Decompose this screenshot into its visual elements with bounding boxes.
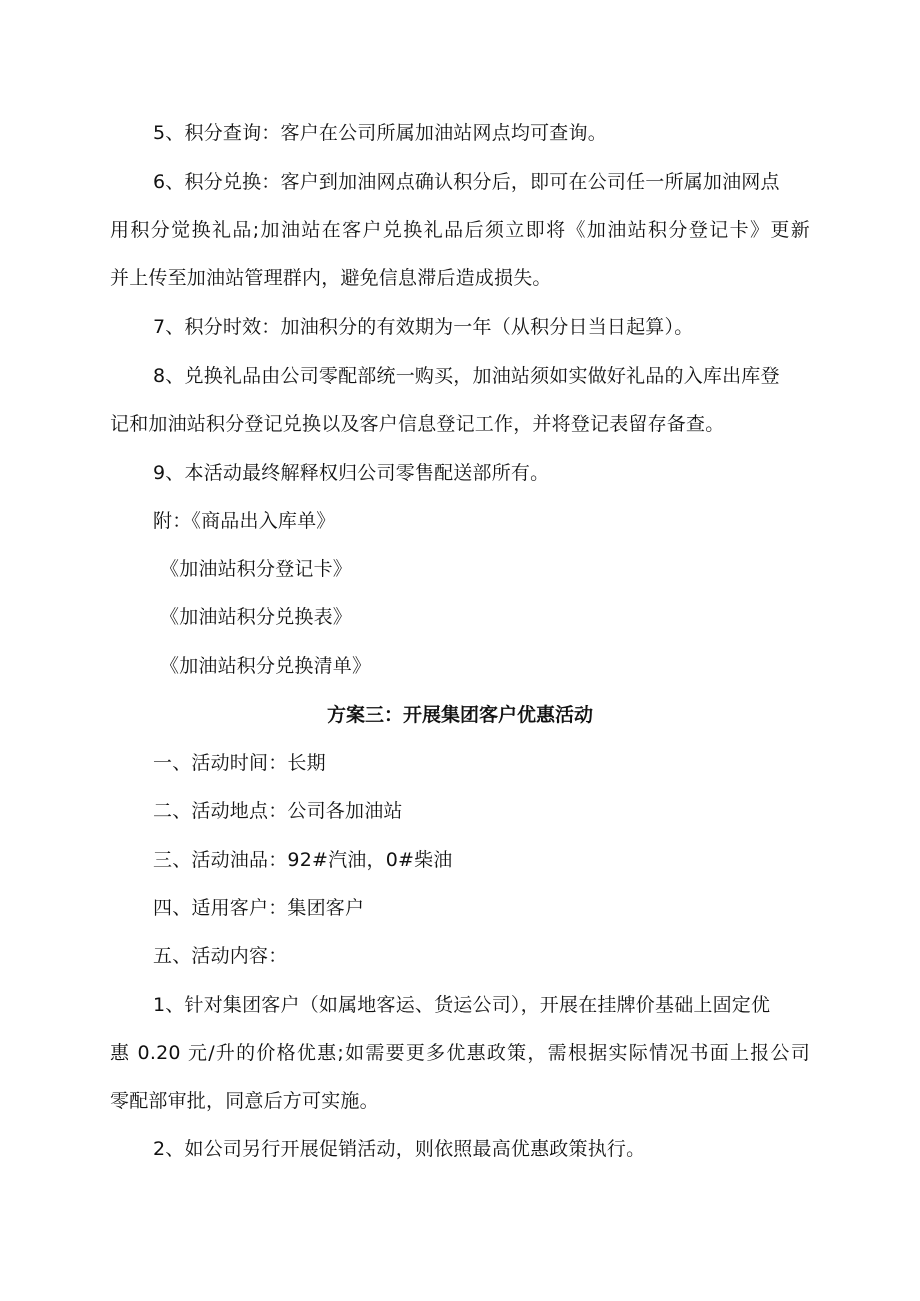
item-8-line-1: 8、兑换礼品由公司零配部统一购买，加油站须如实做好礼品的入库出库登 (153, 365, 780, 387)
attachment-item-1: 《加油站积分登记卡》 (160, 558, 353, 580)
attachment-item-3: 《加油站积分兑换清单》 (160, 655, 372, 677)
plan3-field-location: 二、活动地点：公司各加油站 (153, 800, 403, 822)
item-6-line-3: 并上传至加油站管理群内，避免信息滞后造成损失。 (110, 267, 552, 289)
item-8-line-2: 记和加油站积分登记兑换以及客户信息登记工作，并将登记表留存备查。 (110, 413, 725, 435)
plan3-field-fuel: 三、活动油品：92#汽油，0#柴油 (153, 849, 453, 871)
plan3-content-1-line-1: 1、针对集团客户（如属地客运、货运公司），开展在挂牌价基础上固定优 (153, 994, 771, 1016)
item-9-line-1: 9、本活动最终解释权归公司零售配送部所有。 (153, 462, 550, 484)
item-6-line-2: 用积分觉换礼品;加油站在客户兑换礼品后须立即将《加油站积分登记卡》更新 (110, 219, 810, 241)
plan3-field-time: 一、活动时间：长期 (153, 752, 326, 774)
item-6-line-1: 6、积分兑换：客户到加油网点确认积分后，即可在公司任一所属加油网点 (153, 171, 780, 193)
plan3-title: 方案三：开展集团客户优惠活动 (326, 704, 593, 726)
plan3-content-1-line-2: 惠 0.20 元/升的价格优惠;如需要更多优惠政策，需根据实际情况书面上报公司 (110, 1042, 810, 1064)
item-7-line-1: 7、积分时效：加油积分的有效期为一年（从积分日当日起算）。 (153, 316, 694, 338)
attachment-prefix: 附：《商品出入库单》 (153, 510, 336, 532)
plan3-field-customer: 四、适用客户：集团客户 (153, 897, 365, 919)
attachment-item-2: 《加油站积分兑换表》 (160, 606, 353, 628)
plan3-content-1-line-3: 零配部审批，同意后方可实施。 (110, 1090, 379, 1112)
plan3-field-content: 五、活动内容： (153, 945, 288, 967)
item-5-line-1: 5、积分查询：客户在公司所属加油站网点均可查询。 (153, 122, 607, 144)
plan3-content-2-line-1: 2、如公司另行开展促销活动，则依照最高优惠政策执行。 (153, 1138, 646, 1160)
